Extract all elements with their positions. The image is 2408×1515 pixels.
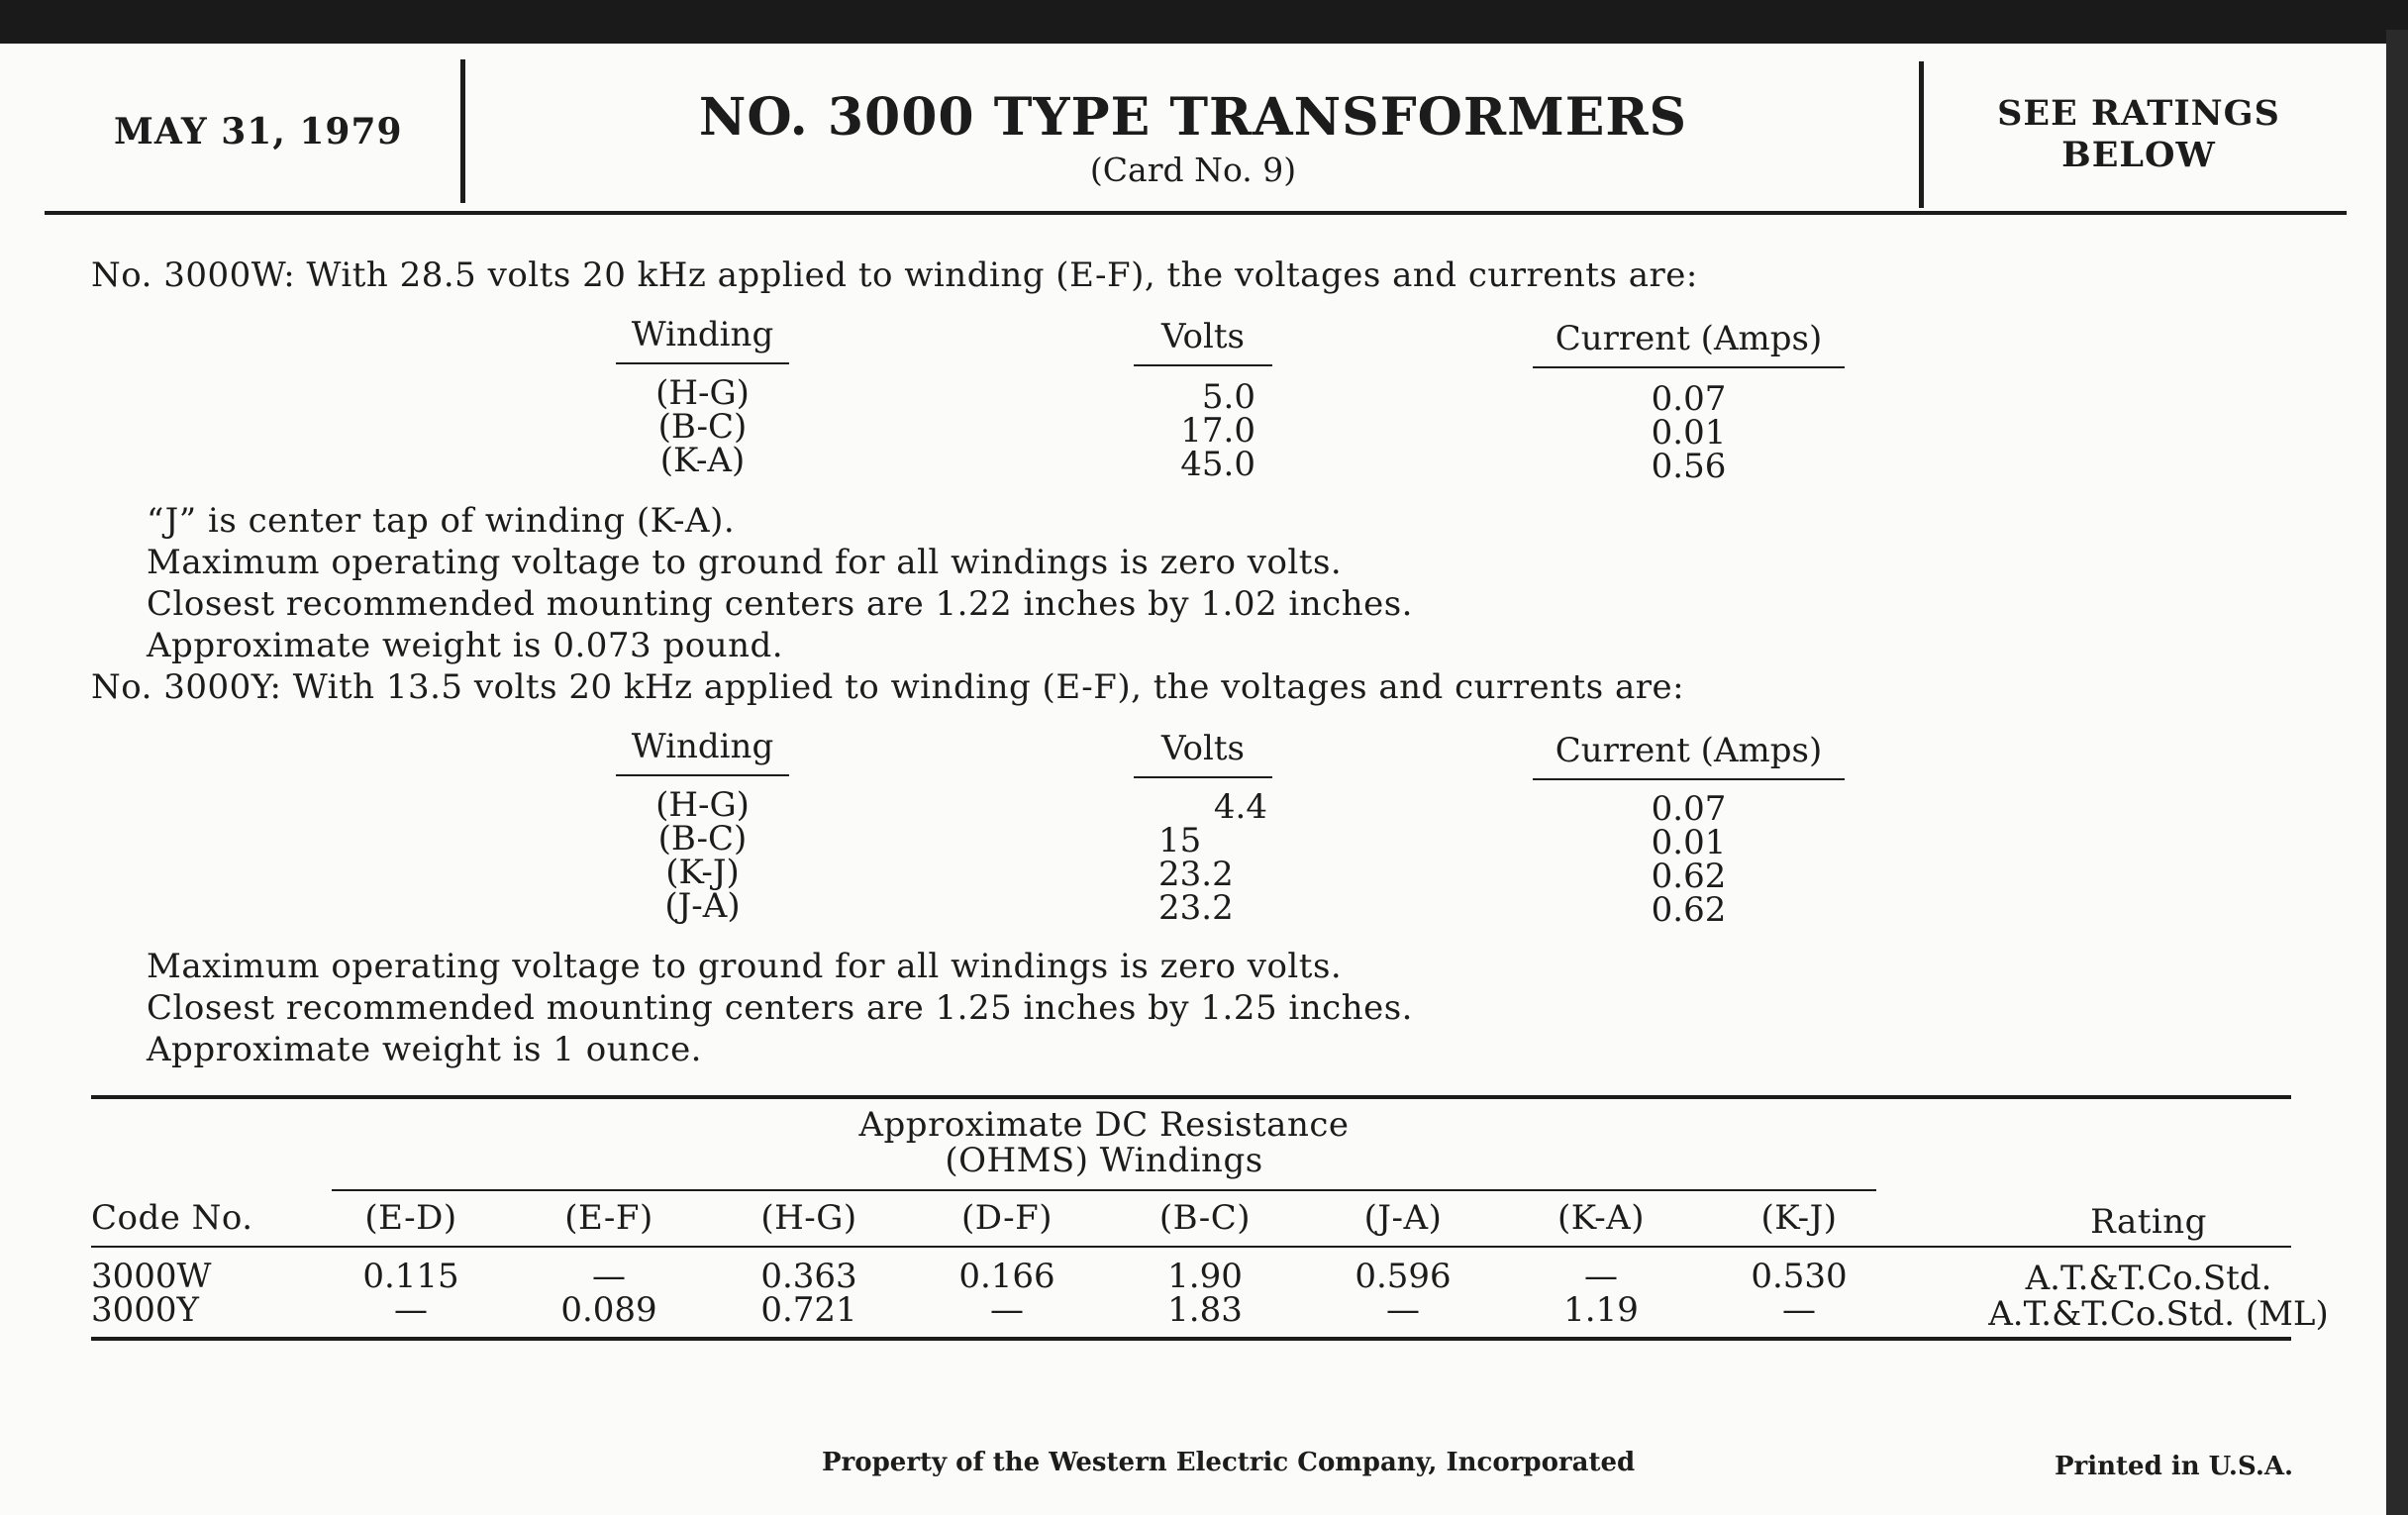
resistance-title-line1: Approximate DC Resistance <box>858 1105 1350 1145</box>
y-note: Approximate weight is 1 ounce. <box>147 1030 702 1069</box>
card-edge-shadow <box>2386 30 2408 1515</box>
resistance-title-underline <box>332 1189 1876 1191</box>
y-intro: No. 3000Y: With 13.5 volts 20 kHz applied to winding (E-F), the voltages and currents are: <box>91 667 1685 707</box>
y-row-winding: (B-C) <box>657 819 748 858</box>
w-note: Approximate weight is 0.073 pound. <box>147 626 784 665</box>
w-row-winding: (B-C) <box>657 407 748 447</box>
y-row-current: 0.01 <box>1651 823 1727 862</box>
ratings-note-line2: BELOW <box>2061 135 2216 175</box>
code-no-header: Code No. <box>91 1198 253 1238</box>
res-cell: 0.166 <box>958 1257 1055 1296</box>
w-row-volts: 45.0 <box>1180 445 1255 484</box>
res-cell: — <box>1386 1290 1420 1330</box>
res-cell: — <box>990 1290 1024 1330</box>
y-row-current: 0.62 <box>1651 857 1727 896</box>
y-col-current-underline <box>1533 778 1845 780</box>
w-row-winding: (H-G) <box>655 373 750 413</box>
rating-header: Rating <box>2090 1202 2207 1242</box>
w-row-current: 0.07 <box>1651 379 1727 419</box>
res-cell: 0.115 <box>362 1257 459 1296</box>
res-col-header: (K-J) <box>1760 1198 1838 1238</box>
res-cell: — <box>1782 1290 1816 1330</box>
y-col-winding: Winding <box>631 727 774 766</box>
w-note: “J” is center tap of winding (K-A). <box>147 501 736 541</box>
card-date: MAY 31, 1979 <box>114 111 403 152</box>
resistance-bottom-rule <box>91 1337 2291 1341</box>
res-cell: 0.530 <box>1751 1257 1848 1296</box>
y-note: Closest recommended mounting centers are 1.25 inches by 1.25 inches. <box>147 988 1413 1028</box>
w-col-volts: Volts <box>1161 317 1245 356</box>
res-cell: 0.363 <box>760 1257 857 1296</box>
w-col-current: Current (Amps) <box>1555 319 1823 358</box>
res-row-code: 3000Y <box>91 1290 199 1330</box>
resistance-title-line2: (OHMS) Windings <box>945 1141 1263 1180</box>
y-row-current: 0.62 <box>1651 890 1727 930</box>
res-cell: — <box>394 1290 428 1330</box>
res-cell: 1.90 <box>1167 1257 1243 1296</box>
resistance-top-rule <box>91 1095 2291 1099</box>
w-row-volts: 5.0 <box>1201 377 1255 417</box>
w-row-winding: (K-A) <box>659 441 746 480</box>
y-row-volts: 23.2 <box>1158 855 1234 894</box>
header-rule <box>45 211 2347 215</box>
y-row-winding: (J-A) <box>664 886 741 926</box>
w-row-volts: 17.0 <box>1180 411 1255 451</box>
header-divider-right <box>1919 61 1924 208</box>
w-col-winding-underline <box>616 362 789 364</box>
w-note: Closest recommended mounting centers are 1.22 inches by 1.02 inches. <box>147 584 1413 624</box>
res-row-rating: A.T.&T.Co.Std. <box>2025 1259 2272 1298</box>
res-col-header: (K-A) <box>1557 1198 1645 1238</box>
y-col-winding-underline <box>616 774 789 776</box>
footer-printed: Printed in U.S.A. <box>2055 1452 2294 1481</box>
res-col-header: (J-A) <box>1363 1198 1443 1238</box>
res-col-header: (H-G) <box>760 1198 857 1238</box>
card-number: (Card No. 9) <box>1089 151 1297 189</box>
ratings-note <box>1926 93 2352 176</box>
resistance-header-rule <box>91 1246 2291 1248</box>
y-row-winding: (H-G) <box>655 785 750 825</box>
y-row-winding: (K-J) <box>665 853 740 892</box>
res-col-header: (B-C) <box>1158 1198 1252 1238</box>
res-cell: 1.19 <box>1563 1290 1639 1330</box>
res-row-rating: A.T.&T.Co.Std. (ML) <box>1988 1294 2329 1334</box>
res-col-header: (E-F) <box>564 1198 653 1238</box>
y-col-volts: Volts <box>1161 729 1245 768</box>
w-col-current-underline <box>1533 366 1845 368</box>
page-title: NO. 3000 TYPE TRANSFORMERS <box>698 87 1688 148</box>
y-row-volts: 4.4 <box>1213 787 1267 827</box>
res-cell: — <box>592 1257 626 1296</box>
y-row-volts: 23.2 <box>1158 888 1234 928</box>
y-row-current: 0.07 <box>1651 789 1727 829</box>
y-note: Maximum operating voltage to ground for all windings is zero volts. <box>147 947 1343 986</box>
footer-property: Property of the Western Electric Company, Incorporated <box>822 1448 1636 1477</box>
w-intro: No. 3000W: With 28.5 volts 20 kHz applied to winding (E-F), the voltages and currents are: <box>91 255 1698 295</box>
res-cell: 0.089 <box>560 1290 657 1330</box>
res-col-header: (D-F) <box>961 1198 1053 1238</box>
res-cell: — <box>1584 1257 1618 1296</box>
y-col-current: Current (Amps) <box>1555 731 1823 770</box>
w-row-current: 0.01 <box>1651 413 1727 453</box>
res-cell: 0.721 <box>760 1290 857 1330</box>
res-cell: 1.83 <box>1167 1290 1243 1330</box>
y-col-volts-underline <box>1134 776 1272 778</box>
res-row-code: 3000W <box>91 1257 212 1296</box>
w-col-winding: Winding <box>631 315 774 354</box>
res-col-header: (E-D) <box>364 1198 457 1238</box>
w-row-current: 0.56 <box>1651 447 1727 486</box>
res-cell: 0.596 <box>1354 1257 1452 1296</box>
w-col-volts-underline <box>1134 364 1272 366</box>
ratings-note-line1: SEE RATINGS <box>1997 93 2280 134</box>
y-row-volts: 15 <box>1158 821 1202 860</box>
w-note: Maximum operating voltage to ground for all windings is zero volts. <box>147 543 1343 582</box>
